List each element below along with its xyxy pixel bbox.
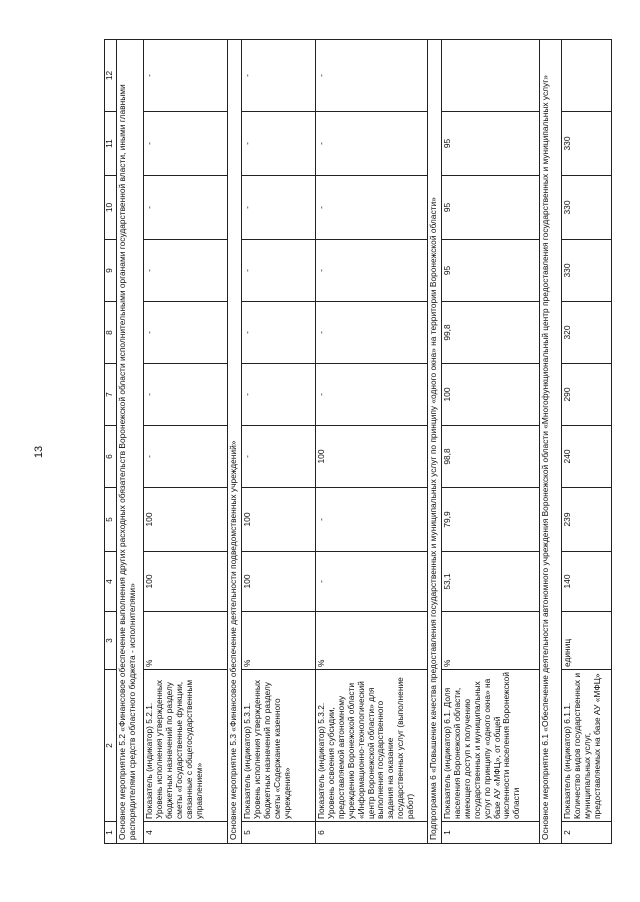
value-cell: - [316, 176, 428, 240]
value-cell: 290 [562, 364, 612, 426]
header-cell: 9 [105, 240, 117, 302]
value-cell: - [242, 364, 316, 426]
unit-cell: % [316, 612, 428, 670]
value-cell: 100 [442, 364, 540, 426]
header-cell: 10 [105, 176, 117, 240]
value-cell: 100 [316, 426, 428, 488]
value-cell: 100 [242, 552, 316, 612]
value-cell: 140 [562, 552, 612, 612]
section-title: Основное мероприятие 6.1 «Обеспечение деятельности автономного учреждения Воронежской области «Многофункциональный центр предоставления государственных и муниципальных услуг» [540, 40, 562, 844]
unit-cell: % [144, 612, 228, 670]
value-cell: - [144, 176, 228, 240]
section-row [117, 40, 144, 844]
value-cell: 330 [562, 112, 612, 176]
row-number: 4 [144, 822, 228, 844]
value-cell: 239 [562, 488, 612, 552]
value-cell [562, 40, 612, 112]
value-cell [442, 40, 540, 112]
value-cell: 100 [144, 488, 228, 552]
row-number: 2 [562, 822, 612, 844]
value-cell: - [316, 488, 428, 552]
indicator-name: Показатель (индикатор) 5.3.2. Уровень освоения субсидии, предоставляемой автономному учреждению Воронежской области «Информационно-технологический центр Воронежской области» для выполнения государственного задания на оказание государственных услуг (выполнение работ) [316, 670, 428, 822]
unit-cell: единиц [562, 612, 612, 670]
value-cell: 95 [442, 240, 540, 302]
header-cell: 5 [105, 488, 117, 552]
value-cell: - [316, 240, 428, 302]
section-title: Подпрограмма 6 «Повышение качества предоставления государственных и муниципальных услуг по принципу «одного окна» на территории Воронежской области» [428, 40, 442, 844]
section-row [540, 40, 562, 844]
value-cell: - [316, 364, 428, 426]
value-cell: 320 [562, 302, 612, 364]
table-row [242, 40, 316, 844]
value-cell: - [316, 552, 428, 612]
value-cell: 53,1 [442, 552, 540, 612]
indicator-name: Показатель (индикатор) 5.3.1. Уровень исполнения утвержденных бюджетных назначений по разделу сметы «Содержание казенного учреждения» [242, 670, 316, 822]
value-cell: - [316, 112, 428, 176]
indicator-name: Показатель (индикатор) 5.2.1. Уровень исполнения утвержденных бюджетных назначений по разделу сметы «Государственные функции, связанные с общегосударственным управлением» [144, 670, 228, 822]
value-cell: - [316, 302, 428, 364]
section-row [428, 40, 442, 844]
header-cell: 11 [105, 112, 117, 176]
value-cell: - [242, 40, 316, 112]
header-cell: 4 [105, 552, 117, 612]
section-row [228, 40, 242, 844]
value-cell: - [144, 364, 228, 426]
table-row [144, 40, 228, 844]
value-cell: 330 [562, 240, 612, 302]
value-cell: - [144, 40, 228, 112]
table-row [442, 40, 540, 844]
header-cell: 7 [105, 364, 117, 426]
value-cell: 240 [562, 426, 612, 488]
value-cell: 330 [562, 176, 612, 240]
row-number: 5 [242, 822, 316, 844]
header-cell: 2 [105, 670, 117, 822]
value-cell: 100 [242, 488, 316, 552]
header-cell: 12 [105, 40, 117, 112]
value-cell: - [144, 302, 228, 364]
header-cell: 1 [105, 822, 117, 844]
row-number: 6 [316, 822, 428, 844]
unit-cell: % [242, 612, 316, 670]
value-cell: 79,9 [442, 488, 540, 552]
value-cell: - [242, 426, 316, 488]
header-cell: 3 [105, 612, 117, 670]
table-row [562, 40, 612, 844]
value-cell: 95 [442, 112, 540, 176]
header-row [105, 40, 117, 844]
page-number: 13 [33, 445, 45, 459]
table-row [316, 40, 428, 844]
value-cell: 98,8 [442, 426, 540, 488]
rotated-table-container [104, 40, 602, 844]
value-cell: - [144, 240, 228, 302]
value-cell: 95 [442, 176, 540, 240]
value-cell: - [144, 426, 228, 488]
indicators-table [104, 39, 612, 844]
value-cell: - [242, 112, 316, 176]
unit-cell: % [442, 612, 540, 670]
value-cell: 100 [144, 552, 228, 612]
row-number: 1 [442, 822, 540, 844]
indicator-name: Показатель (индикатор) 6.1. Доля населения Воронежской области, имеющего доступ к получению государственных и муниципальных услуг по принципу «одного окна» на базе АУ «МФЦ», от общей численности населения Воронежской области [442, 670, 540, 822]
value-cell: - [242, 176, 316, 240]
indicator-name: Показатель (индикатор) 6.1.1. Количество видов государственных и муниципальных услуг, предоставляемых на базе АУ «МФЦ» [562, 670, 612, 822]
value-cell: - [242, 302, 316, 364]
value-cell: - [316, 40, 428, 112]
value-cell: - [144, 112, 228, 176]
header-cell: 8 [105, 302, 117, 364]
header-cell: 6 [105, 426, 117, 488]
section-title: Основное мероприятие 5.2 «Финансовое обеспечение выполнения других расходных обязательств Воронежской области исполнительными органами государственной власти, иными главными распорядителями средств областного бюджета - исполнителями» [117, 40, 144, 844]
value-cell: 99,8 [442, 302, 540, 364]
section-title: Основное мероприятие 5.3 «Финансовое обеспечение деятельности подведомственных учреждений» [228, 40, 242, 844]
value-cell: - [242, 240, 316, 302]
